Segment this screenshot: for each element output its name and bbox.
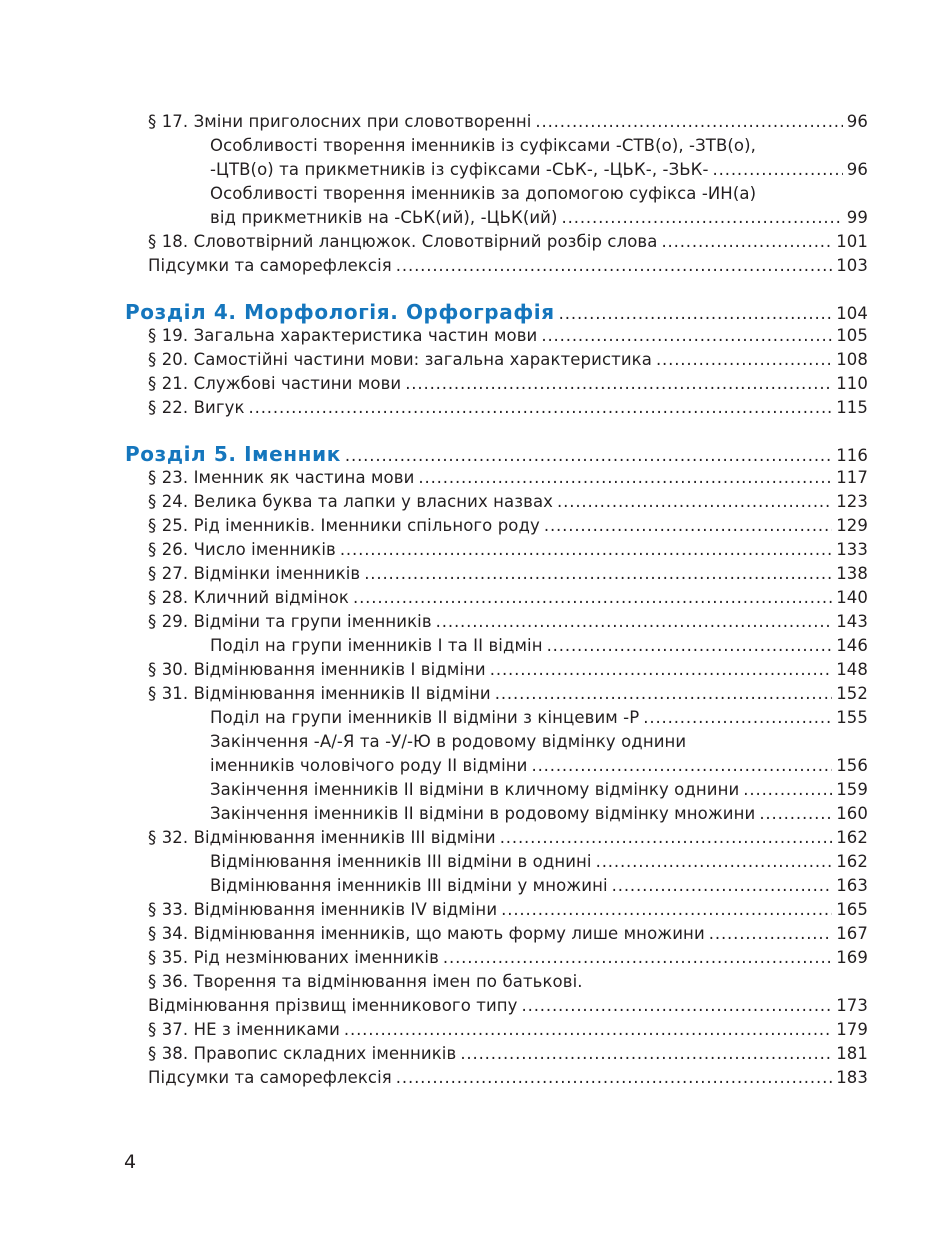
toc-entry-title: § 21. Службові частини мови — [148, 374, 402, 393]
toc-entry-title: § 38. Правопис складних іменників — [148, 1044, 457, 1063]
dot-leader — [460, 1042, 832, 1066]
toc-page-number: 162 — [836, 828, 868, 847]
toc-page-number: 159 — [836, 780, 868, 799]
toc-item — [148, 946, 868, 970]
toc-item — [148, 682, 868, 706]
toc-item — [148, 396, 868, 420]
dot-leader — [531, 754, 832, 778]
toc-item — [148, 466, 868, 490]
toc-entry-title: Закінчення іменників ІІ відміни в родовому відмінку множини — [210, 804, 756, 823]
toc-page-number: 143 — [836, 612, 868, 631]
dot-leader — [541, 324, 832, 348]
toc-page-number: 163 — [836, 876, 868, 895]
toc-subitem — [210, 730, 868, 754]
toc-page-number: 183 — [836, 1068, 868, 1087]
toc-entry-title: § 34. Відмінювання іменників, що мають форму лише множини — [148, 924, 705, 943]
dot-leader — [656, 348, 832, 372]
toc-item — [148, 110, 868, 134]
toc-page-number: 96 — [846, 112, 868, 131]
toc-item — [148, 586, 868, 610]
toc-entry-title: § 24. Велика буква та лапки у власних назвах — [148, 492, 554, 511]
toc-page-number: 123 — [836, 492, 868, 511]
toc-item — [148, 514, 868, 538]
toc-item — [148, 1042, 868, 1066]
toc-page-number: 129 — [836, 516, 868, 535]
toc-entry-title: § 28. Кличний відмінок — [148, 588, 349, 607]
toc-entry-title: § 31. Відмінювання іменників ІІ відміни — [148, 684, 491, 703]
dot-leader — [364, 562, 832, 586]
toc-subitem — [210, 706, 868, 730]
dot-leader — [436, 610, 833, 634]
toc-entry-title: § 25. Рід іменників. Іменники спільного роду — [148, 516, 540, 535]
dot-leader — [643, 706, 832, 730]
toc-entry-title: § 32. Відмінювання іменників ІІІ відміни — [148, 828, 496, 847]
toc-subitem — [210, 874, 868, 898]
toc-item — [148, 324, 868, 348]
toc-entry-title: § 37. НЕ з іменниками — [148, 1020, 340, 1039]
dot-leader — [344, 1018, 832, 1042]
toc-item — [148, 922, 868, 946]
toc-item — [148, 898, 868, 922]
toc-item — [148, 658, 868, 682]
dot-leader — [418, 466, 832, 490]
toc-item — [148, 826, 868, 850]
toc-page-number: 152 — [836, 684, 868, 703]
toc-page-number: 167 — [836, 924, 868, 943]
dot-leader — [249, 396, 833, 420]
toc-item — [148, 562, 868, 586]
toc-entry-title: Поділ на групи іменників І та ІІ відмін — [210, 636, 543, 655]
toc-subitem — [210, 634, 868, 658]
dot-leader — [559, 302, 833, 326]
toc-page-number: 173 — [836, 996, 868, 1015]
toc-item — [148, 970, 868, 994]
toc-item — [148, 348, 868, 372]
toc-entry-title: § 27. Відмінки іменників — [148, 564, 361, 583]
toc-page-number: 169 — [836, 948, 868, 967]
toc-page-number: 133 — [836, 540, 868, 559]
toc-page-number: 105 — [836, 326, 868, 345]
dot-leader — [713, 158, 843, 182]
dot-leader — [340, 538, 832, 562]
toc-entry-title: § 29. Відміни та групи іменників — [148, 612, 432, 631]
toc-entry-title: § 33. Відмінювання іменників ІV відміни — [148, 900, 498, 919]
toc-page-number: 99 — [846, 208, 868, 227]
toc-page-number: 165 — [836, 900, 868, 919]
toc-subitem — [210, 206, 868, 230]
toc-entry-title: Розділ 4. Морфологія. Орфографія — [125, 300, 555, 324]
toc-item — [148, 1018, 868, 1042]
toc-subitem — [210, 850, 868, 874]
toc-page-number: 108 — [836, 350, 868, 369]
toc-page-number: 110 — [836, 374, 868, 393]
toc-entry-title: Поділ на групи іменників ІІ відміни з кінцевим -Р — [210, 708, 640, 727]
dot-leader — [544, 514, 832, 538]
toc-entry-title: § 35. Рід незмінюваних іменників — [148, 948, 439, 967]
dot-leader — [396, 254, 832, 278]
toc-entry-title: іменників чоловічого роду ІІ відміни — [210, 756, 528, 775]
toc-page-number: 179 — [836, 1020, 868, 1039]
toc-entry-title: § 36. Творення та відмінювання імен по батькові. — [148, 972, 583, 991]
dot-leader — [759, 802, 832, 826]
toc-entry-title: Особливості творення іменників за допомогою суфікса -ИН(а) — [210, 184, 757, 203]
dot-leader — [345, 444, 832, 468]
toc-page-number: 103 — [836, 256, 868, 275]
toc-entry-title: Підсумки та саморефлексія — [148, 1068, 392, 1087]
toc-entry-title: Закінчення -А/-Я та -У/-Ю в родовому відмінку однини — [210, 732, 687, 751]
toc-entry-title: § 20. Самостійні частини мови: загальна характеристика — [148, 350, 652, 369]
dot-leader — [443, 946, 832, 970]
toc-page-number: 115 — [836, 398, 868, 417]
toc-page-number: 117 — [836, 468, 868, 487]
dot-leader — [490, 658, 832, 682]
toc-entry-title: Відмінювання іменників ІІІ відміни в однині — [210, 852, 592, 871]
toc-page-number: 138 — [836, 564, 868, 583]
toc-page-number: 96 — [846, 160, 868, 179]
toc-subitem — [210, 134, 868, 158]
toc-page-number: 181 — [836, 1044, 868, 1063]
toc-page-number: 155 — [836, 708, 868, 727]
toc-entry-title: -ЦТВ(о) та прикметників із суфіксами -СЬК-, -ЦЬК-, -ЗЬК- — [210, 160, 709, 179]
dot-leader — [535, 110, 842, 134]
toc-page-number: 140 — [836, 588, 868, 607]
dot-leader — [405, 372, 832, 396]
dot-leader — [495, 682, 832, 706]
toc-subitem — [210, 778, 868, 802]
toc-section-heading — [125, 300, 868, 324]
toc-item — [148, 372, 868, 396]
dot-leader — [596, 850, 833, 874]
toc-item — [148, 1066, 868, 1090]
dot-leader — [500, 826, 833, 850]
toc-entry-title: § 26. Число іменників — [148, 540, 336, 559]
dot-leader — [522, 994, 833, 1018]
toc-entry-title: Відмінювання іменників ІІІ відміни у множині — [210, 876, 608, 895]
toc-page-number: 160 — [836, 804, 868, 823]
toc-item — [148, 490, 868, 514]
toc-entry-title: Відмінювання прізвищ іменникового типу — [148, 996, 518, 1015]
toc-page-number: 116 — [836, 446, 868, 465]
dot-leader — [557, 490, 832, 514]
toc-page-number: 146 — [836, 636, 868, 655]
toc-item — [148, 610, 868, 634]
toc-entry-title: § 22. Вигук — [148, 398, 245, 417]
toc-entry-title: від прикметників на -СЬК(ий), -ЦЬК(ий) — [210, 208, 558, 227]
table-of-contents — [125, 110, 868, 1090]
toc-page-number: 101 — [836, 232, 868, 251]
toc-entry-title: Підсумки та саморефлексія — [148, 256, 392, 275]
toc-entry-title: § 17. Зміни приголосних при словотворенні — [148, 112, 532, 131]
dot-leader — [743, 778, 832, 802]
page-number: 4 — [124, 1151, 137, 1173]
dot-leader — [396, 1066, 832, 1090]
toc-entry-title: Особливості творення іменників із суфіксами -СТВ(о), -ЗТВ(о), — [210, 136, 757, 155]
dot-leader — [547, 634, 833, 658]
toc-section-heading — [125, 442, 868, 466]
toc-item — [148, 230, 868, 254]
dot-leader — [353, 586, 832, 610]
toc-entry-title: Закінчення іменників ІІ відміни в кличному відмінку однини — [210, 780, 740, 799]
dot-leader — [612, 874, 833, 898]
toc-subitem — [210, 754, 868, 778]
dot-leader — [501, 898, 832, 922]
toc-page-number: 162 — [836, 852, 868, 871]
dot-leader — [562, 206, 843, 230]
toc-entry-title: § 18. Словотвірний ланцюжок. Словотвірний розбір слова — [148, 232, 658, 251]
dot-leader — [709, 922, 832, 946]
toc-subitem — [210, 182, 868, 206]
toc-item — [148, 254, 868, 278]
toc-item — [148, 538, 868, 562]
toc-page-number: 148 — [836, 660, 868, 679]
dot-leader — [661, 230, 832, 254]
toc-subitem — [210, 158, 868, 182]
toc-entry-title: Розділ 5. Іменник — [125, 442, 341, 466]
toc-item — [148, 994, 868, 1018]
toc-entry-title: § 23. Іменник як частина мови — [148, 468, 415, 487]
toc-page-number: 156 — [836, 756, 868, 775]
toc-subitem — [210, 802, 868, 826]
toc-entry-title: § 19. Загальна характеристика частин мови — [148, 326, 538, 345]
toc-page-number: 104 — [836, 304, 868, 323]
toc-entry-title: § 30. Відмінювання іменників І відміни — [148, 660, 486, 679]
